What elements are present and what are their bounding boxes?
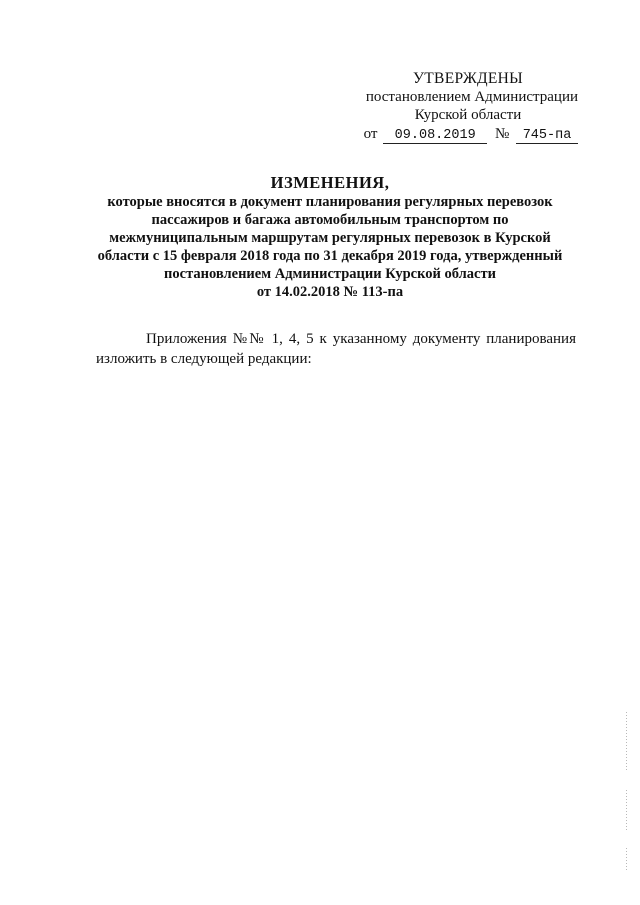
document-heading bbox=[80, 174, 580, 301]
number-prefix: № bbox=[494, 126, 510, 142]
heading-line: межмуниципальным маршрутам регулярных перевозок в Курской bbox=[109, 230, 551, 246]
scan-artifact bbox=[626, 848, 627, 870]
approval-region: Курской области bbox=[414, 107, 522, 123]
body-paragraph bbox=[96, 329, 576, 369]
decree-reference bbox=[318, 125, 578, 144]
heading-line: которые вносятся в документ планирования регулярных перевозок bbox=[107, 194, 553, 210]
heading-line: пассажиров и багажа автомобильным транспортом по bbox=[151, 212, 509, 228]
heading-line: от 14.02.2018 № 113-па bbox=[256, 284, 404, 300]
decree-number: 745-па bbox=[516, 128, 578, 144]
heading-line: постановлением Администрации Курской области bbox=[164, 266, 496, 282]
approval-title: УТВЕРЖДЕНЫ bbox=[413, 70, 523, 87]
scan-artifact bbox=[626, 790, 627, 830]
approval-authority: постановлением Администрации bbox=[365, 89, 578, 105]
paragraph-line: изложить в следующей редакции: bbox=[96, 351, 312, 367]
heading-title: ИЗМЕНЕНИЯ, bbox=[270, 173, 390, 192]
paragraph-line: Приложения №№ 1, 4, 5 к указанному документу планирования bbox=[146, 331, 576, 347]
decree-date: 09.08.2019 bbox=[383, 128, 487, 144]
scan-artifact bbox=[626, 712, 627, 772]
date-prefix: от bbox=[363, 126, 378, 142]
approval-block bbox=[318, 70, 578, 144]
heading-line: области с 15 февраля 2018 года по 31 декабря 2019 года, утвержденный bbox=[97, 248, 563, 264]
